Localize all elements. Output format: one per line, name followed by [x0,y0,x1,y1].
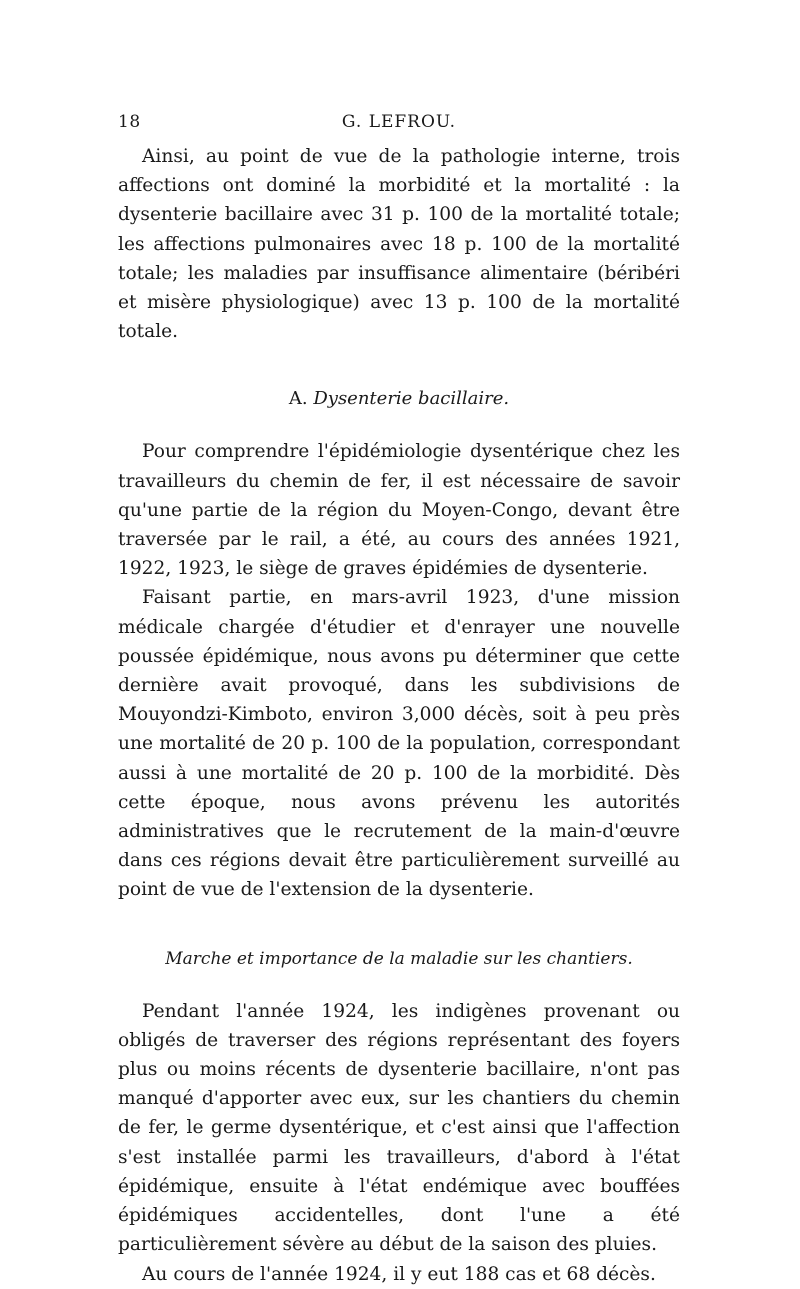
book-page [118,112,680,1289]
running-title: G. LEFROU. [341,112,457,132]
paragraph-medical-mission: Faisant partie, en mars-avril 1923, d'une mission médicale chargée d'étudier et d'enrayer une nouvelle poussée épidémique, nous avons pu déterminer que cette dernière avait provoqué, dans les subdivisions de Mouyondzi-Kimboto, environ 3,000 décès, soit à peu près une mortalité de 20 p. 100 de la population, correspondant aussi à une mortalité de 20 p. 100 de la morbidité. Dès cette époque, nous avons prévenu les autorités administratives que le recrutement de la main-d'œuvre dans ces régions devait être particulièrement surveillé au point de vue de l'extension de la dysenterie. [118,587,680,901]
running-head [118,112,680,142]
page-number: 18 [118,112,141,132]
section-heading [118,384,680,413]
subsection-heading: Marche et importance de la maladie sur les chantiers. [165,948,633,969]
section-title: Dysenterie bacillaire. [313,388,510,410]
paragraph-epidemiology: Pour comprendre l'épidémiologie dysentérique chez les travailleurs du chemin de fer, il est nécessaire de savoir qu'une partie de la région du Moyen-Congo, devant être traversée par le rail, a été, au cours des années 1921, 1922, 1923, le siège de graves épidémies de dysenterie. [118,441,680,580]
section-letter: A. [288,388,308,410]
paragraph-spread-on-worksites: Pendant l'année 1924, les indigènes provenant ou obligés de traverser des régions représentant des foyers plus ou moins récents de dysenterie bacillaire, n'ont pas manqué d'apporter avec eux, sur les chantiers du chemin de fer, le germe dysentérique, et c'est ainsi que l'affection s'est installée parmi les travailleurs, d'abord à l'état épidémique, ensuite à l'état endémique avec bouffées épidémiques accidentelles, dont l'une a été particulièrement sévère au début de la saison des pluies. [118,1000,680,1256]
paragraph-pathology-summary: Ainsi, au point de vue de la pathologie interne, trois affections ont dominé la morbidité et la mortalité : la dysenterie bacillaire avec 31 p. 100 de la mortalité totale; les affections pulmonaires avec 18 p. 100 de la mortalité totale; les maladies par insuffisance alimentaire (béribéri et misère physiologique) avec 13 p. 100 de la mortalité totale. [118,146,680,343]
paragraph-case-count: Au cours de l'année 1924, il y eut 188 cas et 68 décès. [142,1263,656,1285]
